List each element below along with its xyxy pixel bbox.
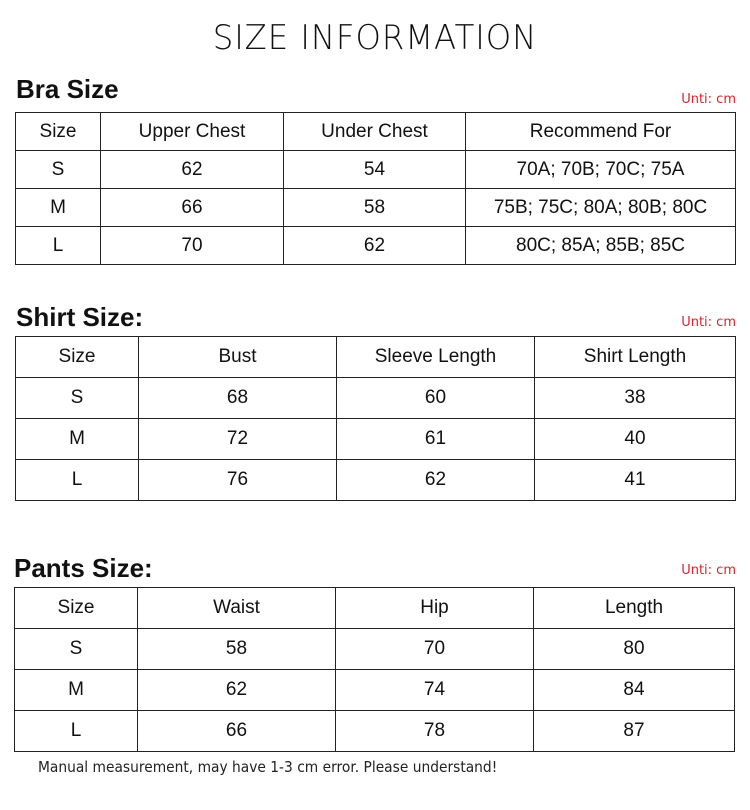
cell: S xyxy=(16,378,139,419)
cell: S xyxy=(15,629,138,670)
table-header-row xyxy=(16,113,736,151)
pants-section-title: Pants Size: xyxy=(14,553,153,583)
header-cell: Under Chest xyxy=(284,113,466,151)
cell: 40 xyxy=(535,419,736,460)
cell: M xyxy=(15,670,138,711)
cell: 41 xyxy=(535,460,736,501)
cell: 62 xyxy=(337,460,535,501)
cell: 54 xyxy=(284,151,466,189)
cell: S xyxy=(16,151,101,189)
cell: 70 xyxy=(336,629,534,670)
table-row xyxy=(16,227,736,265)
header-cell: Length xyxy=(534,588,735,629)
header-cell: Waist xyxy=(138,588,336,629)
cell: 87 xyxy=(534,711,735,752)
cell: 62 xyxy=(138,670,336,711)
cell: 78 xyxy=(336,711,534,752)
table-row xyxy=(16,151,736,189)
cell: M xyxy=(16,419,139,460)
header-cell: Sleeve Length xyxy=(337,337,535,378)
cell: L xyxy=(15,711,138,752)
header-cell: Size xyxy=(16,337,139,378)
measurement-note: Manual measurement, may have 1-3 cm error. Please understand! xyxy=(38,758,498,776)
shirt-section-title: Shirt Size: xyxy=(16,302,144,332)
cell: 76 xyxy=(139,460,337,501)
cell: 66 xyxy=(138,711,336,752)
cell: 62 xyxy=(101,151,284,189)
table-row xyxy=(15,711,735,752)
cell: 58 xyxy=(138,629,336,670)
cell: M xyxy=(16,189,101,227)
table-row xyxy=(16,189,736,227)
cell: 58 xyxy=(284,189,466,227)
bra-section-title: Bra Size xyxy=(16,74,119,104)
table-row xyxy=(16,460,736,501)
cell: 80 xyxy=(534,629,735,670)
table-row xyxy=(15,670,735,711)
cell: L xyxy=(16,460,139,501)
table-row xyxy=(16,378,736,419)
cell: 62 xyxy=(284,227,466,265)
header-cell: Size xyxy=(15,588,138,629)
pants-size-table xyxy=(14,587,735,752)
pants-unit-label: Unti: cm xyxy=(681,563,736,578)
header-cell: Size xyxy=(16,113,101,151)
shirt-size-table xyxy=(15,336,736,501)
bra-size-table xyxy=(15,112,736,265)
cell: 60 xyxy=(337,378,535,419)
bra-unit-label: Unti: cm xyxy=(681,92,736,107)
cell: 70 xyxy=(101,227,284,265)
cell: 80C; 85A; 85B; 85C xyxy=(466,227,736,265)
header-cell: Recommend For xyxy=(466,113,736,151)
table-header-row xyxy=(15,588,735,629)
cell: L xyxy=(16,227,101,265)
shirt-unit-label: Unti: cm xyxy=(681,315,736,330)
header-cell: Shirt Length xyxy=(535,337,736,378)
cell: 75B; 75C; 80A; 80B; 80C xyxy=(466,189,736,227)
cell: 68 xyxy=(139,378,337,419)
cell: 66 xyxy=(101,189,284,227)
page-title: SIZE INFORMATION xyxy=(212,18,538,58)
header-cell: Upper Chest xyxy=(101,113,284,151)
header-cell: Bust xyxy=(139,337,337,378)
header-cell: Hip xyxy=(336,588,534,629)
cell: 61 xyxy=(337,419,535,460)
cell: 38 xyxy=(535,378,736,419)
cell: 70A; 70B; 70C; 75A xyxy=(466,151,736,189)
cell: 84 xyxy=(534,670,735,711)
table-row xyxy=(16,419,736,460)
table-header-row xyxy=(16,337,736,378)
table-row xyxy=(15,629,735,670)
cell: 74 xyxy=(336,670,534,711)
cell: 72 xyxy=(139,419,337,460)
